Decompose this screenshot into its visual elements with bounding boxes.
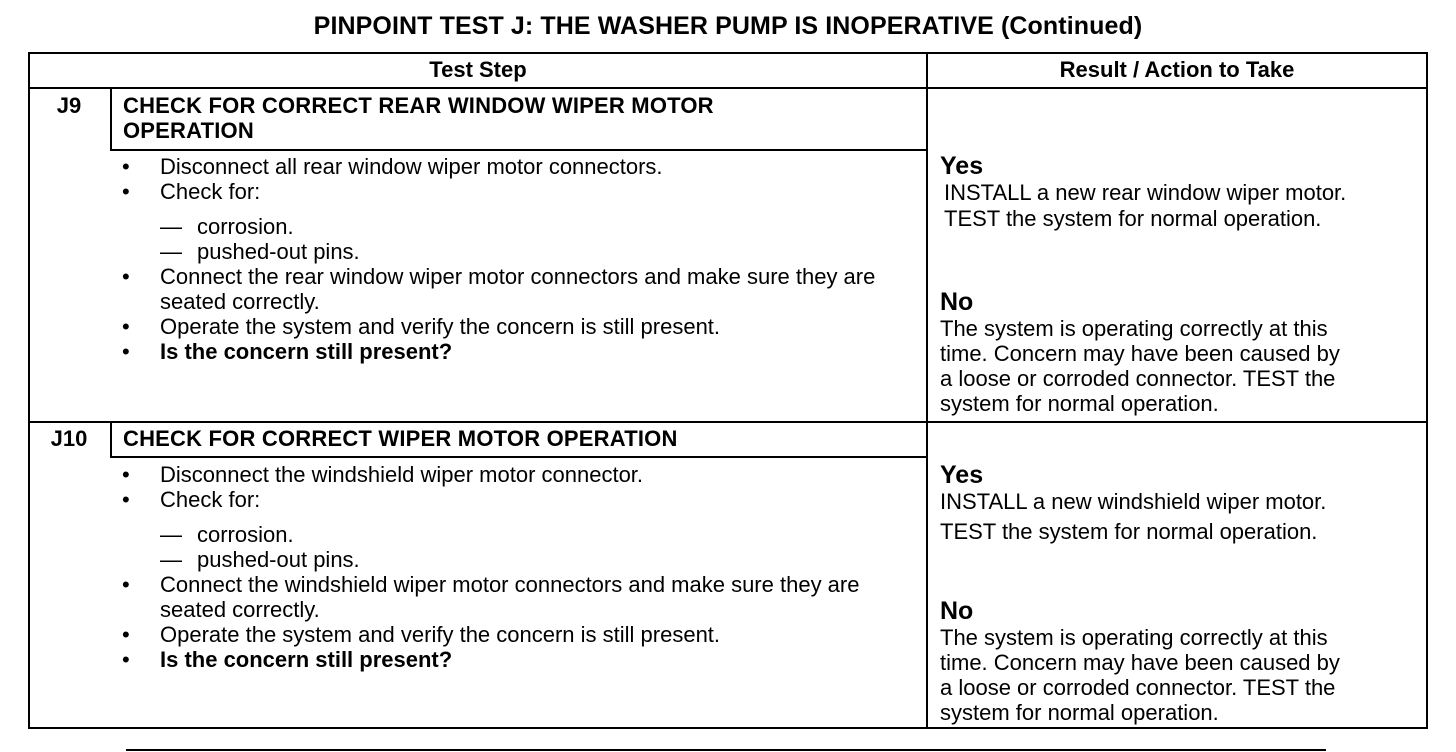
- check-for-list: [160, 522, 920, 572]
- result-yes-label: Yes: [940, 461, 984, 489]
- column-header-result: Result / Action to Take: [1059, 57, 1295, 82]
- footer-rule: [126, 749, 1326, 751]
- action-item: [120, 647, 920, 672]
- action-item: [120, 314, 920, 339]
- action-item: [120, 179, 920, 204]
- result-no: [940, 288, 1420, 416]
- result-no-line: The system is operating correctly at this: [940, 625, 1328, 650]
- step-title: [123, 93, 913, 143]
- check-for-text: pushed-out pins.: [197, 239, 360, 264]
- bullet-icon: •: [122, 179, 130, 204]
- step-title-line: CHECK FOR CORRECT WIPER MOTOR OPERATION: [123, 426, 678, 451]
- result-no-line: The system is operating correctly at this: [940, 316, 1328, 341]
- bullet-icon: •: [122, 487, 130, 512]
- column-header-test-step: Test Step: [429, 57, 527, 82]
- bullet-icon: •: [122, 622, 130, 647]
- bullet-icon: •: [122, 314, 130, 339]
- result-no-line: time. Concern may have been caused by: [940, 650, 1340, 675]
- check-for-text: pushed-out pins.: [197, 547, 360, 572]
- step-id-divider: [110, 87, 112, 151]
- action-item: [120, 264, 920, 314]
- dash-icon: —: [160, 547, 182, 572]
- result-no-line: a loose or corroded connector. TEST the: [940, 675, 1336, 700]
- action-item: [120, 462, 920, 487]
- result-no-line: system for normal operation.: [940, 700, 1219, 725]
- check-for-item: [160, 214, 920, 239]
- bullet-icon: •: [122, 572, 130, 597]
- bullet-icon: •: [122, 154, 130, 179]
- step-title-rule: [112, 456, 927, 458]
- step-id-divider: [110, 421, 112, 458]
- action-text: Disconnect the windshield wiper motor connector.: [160, 462, 644, 487]
- action-text: Operate the system and verify the concern is still present.: [160, 622, 721, 647]
- step-title: [123, 426, 913, 451]
- result-no-label: No: [940, 288, 974, 316]
- result-yes-line: INSTALL a new windshield wiper motor.: [940, 489, 1327, 514]
- result-yes: [940, 152, 1420, 231]
- bullet-icon: •: [122, 462, 130, 487]
- step-title-line: CHECK FOR CORRECT REAR WINDOW WIPER MOTOR: [123, 93, 714, 118]
- result-no-line: time. Concern may have been caused by: [940, 341, 1340, 366]
- bullet-icon: •: [122, 264, 130, 289]
- action-text: Check for:: [160, 487, 261, 512]
- action-text: Operate the system and verify the concern is still present.: [160, 314, 721, 339]
- action-item: [120, 339, 920, 364]
- bullet-icon: •: [122, 339, 130, 364]
- check-for-list: [160, 214, 920, 264]
- result-yes-line: INSTALL a new rear window wiper motor.: [944, 180, 1347, 205]
- step-title-line: OPERATION: [123, 118, 254, 143]
- result-yes-line: TEST the system for normal operation.: [940, 519, 1318, 544]
- result-no-line: a loose or corroded connector. TEST the: [940, 366, 1336, 391]
- check-for-text: corrosion.: [197, 522, 294, 547]
- row-divider: [28, 421, 1428, 423]
- check-for-item: [160, 522, 920, 547]
- check-for-item: [160, 239, 920, 264]
- step-id: J9: [56, 93, 82, 118]
- action-item: [120, 154, 920, 179]
- action-text: Disconnect all rear window wiper motor connectors.: [160, 154, 663, 179]
- action-question: Is the concern still present?: [160, 339, 453, 364]
- dash-icon: —: [160, 522, 182, 547]
- step-title-rule: [112, 149, 927, 151]
- action-text: Connect the windshield wiper motor connectors and make sure they are seated correctly.: [160, 572, 860, 622]
- check-for-text: corrosion.: [197, 214, 294, 239]
- page-title: PINPOINT TEST J: THE WASHER PUMP IS INOPERATIVE (Continued): [313, 12, 1143, 40]
- action-item: [120, 572, 920, 622]
- result-no-label: No: [940, 597, 974, 625]
- dash-icon: —: [160, 239, 182, 264]
- action-text: Check for:: [160, 179, 261, 204]
- step-actions: [120, 154, 920, 364]
- column-divider: [926, 52, 928, 729]
- bullet-icon: •: [122, 647, 130, 672]
- dash-icon: —: [160, 214, 182, 239]
- action-question: Is the concern still present?: [160, 647, 453, 672]
- result-yes-label: Yes: [940, 152, 984, 180]
- result-no: [940, 597, 1420, 725]
- action-item: [120, 487, 920, 512]
- step-actions: [120, 462, 920, 672]
- action-text: Connect the rear window wiper motor connectors and make sure they are seated correctly.: [160, 264, 876, 314]
- result-yes: [940, 461, 1420, 544]
- result-yes-line: TEST the system for normal operation.: [944, 206, 1322, 231]
- check-for-item: [160, 547, 920, 572]
- result-no-line: system for normal operation.: [940, 391, 1219, 416]
- action-item: [120, 622, 920, 647]
- step-id: J10: [50, 426, 88, 451]
